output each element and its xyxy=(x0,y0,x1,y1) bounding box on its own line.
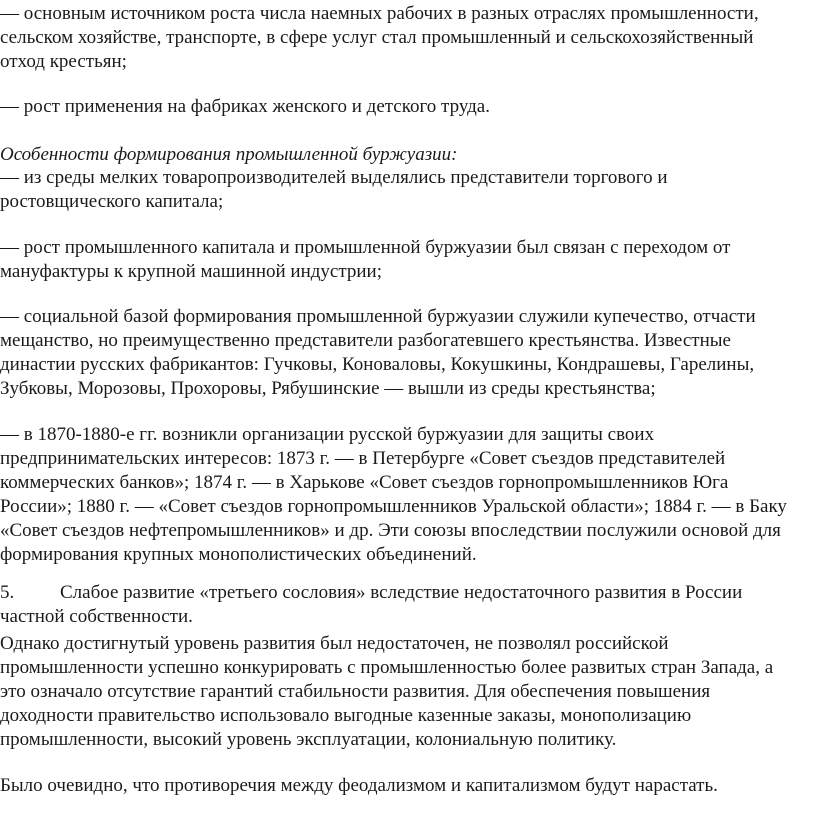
item-number: 5. xyxy=(0,582,15,603)
paragraph-small-producers: — из среды мелких товаропроизводителей выделялись представители торгового и ростовщического капитала; xyxy=(0,167,668,212)
paragraph-workers-sources: — основным источником роста числа наемных рабочих в разных отраслях промышленности, сельском хозяйстве, транспорте, в сфере услуг стал промышленный и сельскохозяйственный отход крестьян; xyxy=(0,3,759,72)
item-text: Слабое развитие «третьего сословия» вследствие недостаточного развития в России частной собственности. xyxy=(0,582,743,627)
paragraph-female-child-labor: — рост применения на фабриках женского и детского труда. xyxy=(0,96,490,117)
paragraph-contradictions: Было очевидно, что противоречия между феодализмом и капитализмом будут нарастать. xyxy=(0,775,718,796)
numbered-item-5 xyxy=(0,581,800,629)
paragraph-industrial-capital: — рост промышленного капитала и промышленной буржуазии был связан с переходом от мануфактуры к крупной машинной индустрии; xyxy=(0,237,731,282)
paragraph-organizations: — в 1870-1880-е гг. возникли организации русской буржуазии для защиты своих предпринимательских интересов: 1873 г. — в Петербурге «Совет съездов представителей коммерческих банков»; 1874 г. — в Харькове «Совет съездов горнопромышленников Юга России»; 1880 г. — «Совет съездов горнопромышленников Уральской области»; 1884 г. — в Баку «Совет съездов нефтепромышленников» и др. Эти союзы впоследствии послужили основой для формирования крупных монополистических объединений. xyxy=(0,424,787,565)
paragraph-social-base: — социальной базой формирования промышленной буржуазии служили купечество, отчасти мещанство, но преимущественно представители разбогатевшего крестьянства. Известные династии русских фабрикантов: Гучковы, Коноваловы, Кокушкины, Кондрашевы, Гарелины, Зубковы, Морозовы, Прохоровы, Рябушинские — вышли из среды крестьянства; xyxy=(0,306,756,399)
paragraph-development-level: Однако достигнутый уровень развития был недостаточен, не позволял российской промышленности успешно конкурировать с промышленностью более развитых стран Запада, а это означало отсутствие гарантий стабильности развития. Для обеспечения повышения доходности правительство использовало выгодные казенные заказы, монополизацию промышленности, высокий уровень эксплуатации, колониальную политику. xyxy=(0,633,774,750)
section-heading-bourgeoisie: Особенности формирования промышленной буржуазии: xyxy=(0,144,458,165)
